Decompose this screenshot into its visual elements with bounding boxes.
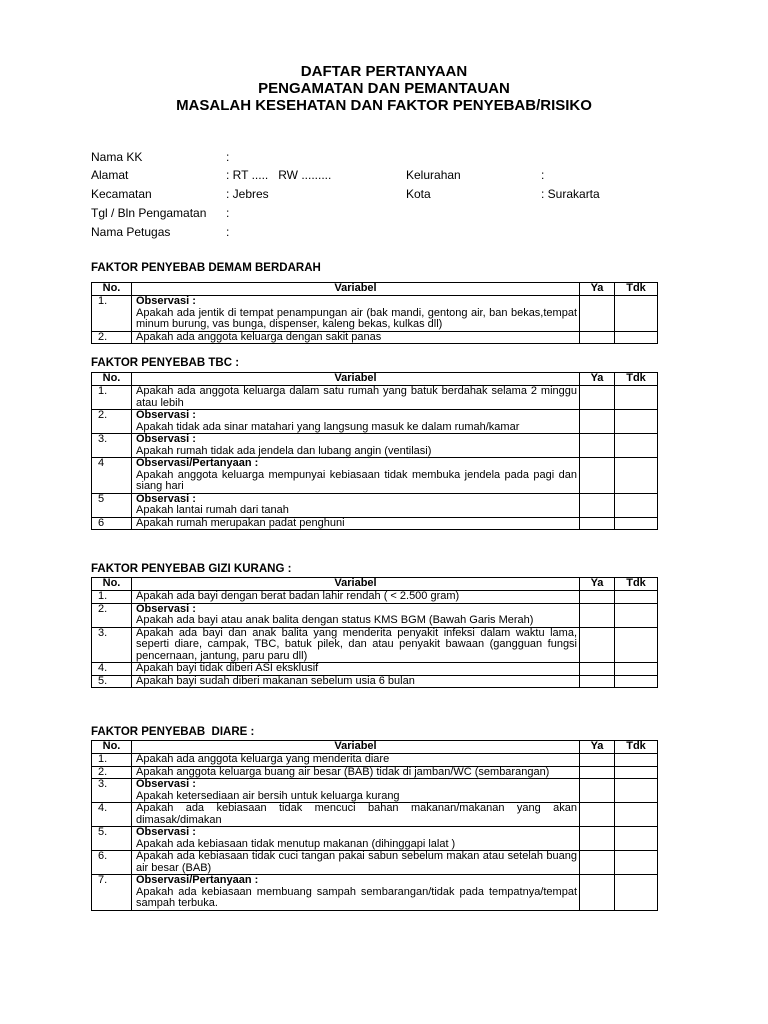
answer-tdk-cell[interactable]: [615, 603, 658, 627]
answer-ya-cell[interactable]: [580, 803, 615, 827]
table-header-row: [92, 373, 658, 386]
answer-ya-cell[interactable]: [580, 434, 615, 458]
row-question-text: Apakah ada kebiasaan membuang sampah sembarangan/tidak pada tempatnya/tempat sampah terbuka.: [136, 885, 577, 909]
row-variabel: [132, 779, 580, 803]
row-observasi-label: Observasi :: [136, 433, 196, 445]
row-question-text: Apakah lantai rumah dari tanah: [136, 504, 289, 516]
doc-title-line1: DAFTAR PERTANYAAN: [300, 63, 468, 80]
row-number: 1.: [92, 296, 132, 332]
row-number: 2.: [92, 766, 132, 779]
row-question-text: Apakah anggota keluarga mempunyai kebiasaan tidak membuka jendela pada pagi dan siang hari: [136, 468, 577, 492]
row-question-text: Apakah tidak ada sinar matahari yang langsung masuk ke dalam rumah/kamar: [136, 420, 520, 433]
row-variabel: [132, 663, 580, 676]
row-question-text: Apakah anggota keluarga buang air besar (BAB) tidak di jamban/WC (sembarangan): [136, 765, 550, 778]
header-variabel: Variabel: [132, 578, 580, 591]
row-variabel: [132, 827, 580, 851]
answer-ya-cell[interactable]: [580, 627, 615, 663]
header-tdk: Tdk: [615, 373, 658, 386]
row-variabel: [132, 386, 580, 410]
nama-kk-label: Nama KK: [91, 150, 143, 164]
answer-ya-cell[interactable]: [580, 603, 615, 627]
answer-tdk-cell[interactable]: [615, 675, 658, 688]
answer-ya-cell[interactable]: [580, 296, 615, 332]
answer-ya-cell[interactable]: [580, 875, 615, 911]
answer-tdk-cell[interactable]: [615, 627, 658, 663]
row-number: 2.: [92, 331, 132, 344]
row-variabel: [132, 754, 580, 767]
row-variabel: [132, 766, 580, 779]
answer-tdk-cell[interactable]: [615, 803, 658, 827]
answer-tdk-cell[interactable]: [615, 434, 658, 458]
table-row: [92, 591, 658, 604]
header-variabel: Variabel: [132, 373, 580, 386]
table-row: [92, 517, 658, 530]
table-row: [92, 827, 658, 851]
table-header-row: [92, 283, 658, 296]
table-row: [92, 803, 658, 827]
answer-ya-cell[interactable]: [580, 766, 615, 779]
header-ya: Ya: [580, 578, 615, 591]
doc-title-line2: PENGAMATAN DAN PEMANTAUAN: [258, 80, 510, 97]
row-observasi-label: Observasi :: [136, 778, 196, 790]
answer-tdk-cell[interactable]: [615, 851, 658, 875]
answer-tdk-cell[interactable]: [615, 493, 658, 517]
row-question-text: Apakah ada kebiasaan tidak mencuci bahan makanan/makanan yang akan dimasak/dimakan: [136, 802, 577, 826]
row-variabel: [132, 851, 580, 875]
table-diare: [91, 740, 658, 911]
answer-ya-cell[interactable]: [580, 663, 615, 676]
table-row: [92, 458, 658, 494]
table-row: [92, 296, 658, 332]
answer-ya-cell[interactable]: [580, 779, 615, 803]
row-question-text: Apakah ketersediaan air bersih untuk keluarga kurang: [136, 789, 400, 802]
table-row: [92, 603, 658, 627]
row-variabel: [132, 458, 580, 494]
table-row: [92, 663, 658, 676]
row-observasi-label: Observasi :: [136, 409, 196, 421]
table-row: [92, 754, 658, 767]
table-demam-berdarah: [91, 282, 658, 344]
answer-ya-cell[interactable]: [580, 754, 615, 767]
kota-label: Kota: [406, 187, 431, 201]
row-variabel: [132, 493, 580, 517]
answer-tdk-cell[interactable]: [615, 827, 658, 851]
row-variabel: [132, 803, 580, 827]
nama-kk-value[interactable]: :: [226, 150, 230, 164]
tgl-value[interactable]: :: [226, 206, 230, 220]
row-number: 5.: [92, 827, 132, 851]
header-no: No.: [92, 373, 132, 386]
answer-ya-cell[interactable]: [580, 458, 615, 494]
section-title-tbc: FAKTOR PENYEBAB TBC :: [91, 357, 240, 369]
row-variabel: [132, 296, 580, 332]
row-variabel: [132, 675, 580, 688]
section-title-dbd: FAKTOR PENYEBAB DEMAM BERDARAH: [91, 262, 321, 274]
answer-tdk-cell[interactable]: [615, 410, 658, 434]
row-question-text: Apakah ada anggota keluarga dalam satu rumah yang batuk berdahak selama 2 minggu atau lebih: [136, 385, 577, 409]
row-observasi-label: Observasi :: [136, 295, 196, 307]
row-variabel: [132, 603, 580, 627]
answer-ya-cell[interactable]: [580, 331, 615, 344]
row-question-text: Apakah rumah tidak ada jendela dan lubang angin (ventilasi): [136, 444, 432, 457]
row-question-text: Apakah rumah merupakan padat penghuni: [136, 516, 345, 529]
row-variabel: [132, 591, 580, 604]
row-observasi-label: Observasi/Pertanyaan :: [136, 457, 259, 469]
row-observasi-label: Observasi/Pertanyaan :: [136, 874, 259, 886]
table-row: [92, 627, 658, 663]
answer-tdk-cell[interactable]: [615, 458, 658, 494]
table-gizi-kurang: [91, 577, 658, 688]
row-question-text: Apakah ada bayi atau anak balita dengan status KMS BGM (Bawah Garis Merah): [136, 614, 534, 626]
tgl-label: Tgl / Bln Pengamatan: [91, 206, 207, 220]
alamat-value[interactable]: : RT ..... RW .........: [226, 168, 332, 182]
answer-ya-cell[interactable]: [580, 827, 615, 851]
header-no: No.: [92, 283, 132, 296]
header-tdk: Tdk: [615, 741, 658, 754]
answer-tdk-cell[interactable]: [615, 875, 658, 911]
row-question-text: Apakah ada bayi dan anak balita yang menderita penyakit infeksi dalam waktu lama, seperti diare, campak, TBC, batuk pilek, dan atau penyakit bawaan (gangguan fungsi pencernaan, jantung, paru paru dll): [136, 626, 577, 662]
kelurahan-label: Kelurahan: [406, 168, 461, 182]
row-number: 3.: [92, 434, 132, 458]
answer-ya-cell[interactable]: [580, 410, 615, 434]
answer-tdk-cell[interactable]: [615, 663, 658, 676]
row-number: 6.: [92, 851, 132, 875]
row-number: 4: [92, 458, 132, 494]
row-variabel: [132, 331, 580, 344]
row-number: 5: [92, 493, 132, 517]
kelurahan-value[interactable]: :: [541, 168, 545, 182]
petugas-value[interactable]: :: [226, 225, 230, 239]
table-row: [92, 675, 658, 688]
row-number: 1.: [92, 386, 132, 410]
header-tdk: Tdk: [615, 283, 658, 296]
section-title-gizi: FAKTOR PENYEBAB GIZI KURANG :: [91, 563, 292, 575]
alamat-label: Alamat: [91, 168, 129, 182]
answer-ya-cell[interactable]: [580, 493, 615, 517]
answer-tdk-cell[interactable]: [615, 331, 658, 344]
row-number: 6: [92, 517, 132, 530]
answer-ya-cell[interactable]: [580, 386, 615, 410]
header-ya: Ya: [580, 373, 615, 386]
row-number: 7.: [92, 875, 132, 911]
header-variabel: Variabel: [132, 741, 580, 754]
row-variabel: [132, 875, 580, 911]
table-tbc: [91, 372, 658, 530]
row-number: 3.: [92, 627, 132, 663]
answer-tdk-cell[interactable]: [615, 517, 658, 530]
row-question-text: Apakah bayi sudah diberi makanan sebelum usia 6 bulan: [136, 674, 415, 687]
answer-tdk-cell[interactable]: [615, 779, 658, 803]
row-number: 4.: [92, 663, 132, 676]
kecamatan-label: Kecamatan: [91, 187, 152, 201]
row-question-text: Apakah ada kebiasaan tidak cuci tangan pakai sabun sebelum makan atau setelah buang air besar (BAB): [136, 850, 577, 874]
row-number: 2.: [92, 603, 132, 627]
row-question-text: Apakah ada bayi dengan berat badan lahir rendah ( < 2.500 gram): [136, 590, 460, 602]
table-row: [92, 331, 658, 344]
kota-value[interactable]: : Surakarta: [541, 187, 600, 201]
row-variabel: [132, 517, 580, 530]
row-observasi-label: Observasi :: [136, 602, 196, 615]
row-question-text: Apakah ada kebiasaan tidak menutup makanan (dihinggapi lalat ): [136, 837, 456, 850]
row-question-text: Apakah bayi tidak diberi ASI eksklusif: [136, 662, 319, 674]
answer-tdk-cell[interactable]: [615, 754, 658, 767]
answer-ya-cell[interactable]: [580, 591, 615, 604]
table-row: [92, 386, 658, 410]
row-variabel: [132, 627, 580, 663]
table-row: [92, 875, 658, 911]
answer-tdk-cell[interactable]: [615, 591, 658, 604]
row-observasi-label: Observasi :: [136, 492, 196, 505]
answer-ya-cell[interactable]: [580, 675, 615, 688]
section-title-diare: FAKTOR PENYEBAB DIARE :: [91, 726, 255, 738]
table-row: [92, 493, 658, 517]
answer-ya-cell[interactable]: [580, 517, 615, 530]
table-row: [92, 766, 658, 779]
doc-title-line3: MASALAH KESEHATAN DAN FAKTOR PENYEBAB/RISIKO: [176, 97, 592, 114]
row-number: 4.: [92, 803, 132, 827]
row-observasi-label: Observasi :: [136, 826, 196, 838]
row-number: 1.: [92, 754, 132, 767]
table-row: [92, 410, 658, 434]
table-row: [92, 434, 658, 458]
row-variabel: [132, 434, 580, 458]
row-number: 5.: [92, 675, 132, 688]
row-number: 2.: [92, 410, 132, 434]
header-variabel: Variabel: [132, 283, 580, 296]
row-question-text: Apakah ada anggota keluarga dengan sakit panas: [136, 330, 382, 343]
row-variabel: [132, 410, 580, 434]
header-no: No.: [92, 578, 132, 591]
header-ya: Ya: [580, 741, 615, 754]
answer-tdk-cell[interactable]: [615, 386, 658, 410]
header-tdk: Tdk: [615, 578, 658, 591]
table-header-row: [92, 741, 658, 754]
header-no: No.: [92, 741, 132, 754]
answer-tdk-cell[interactable]: [615, 766, 658, 779]
table-row: [92, 779, 658, 803]
row-number: 3.: [92, 779, 132, 803]
header-ya: Ya: [580, 283, 615, 296]
table-row: [92, 851, 658, 875]
kecamatan-value[interactable]: : Jebres: [226, 187, 269, 201]
answer-ya-cell[interactable]: [580, 851, 615, 875]
answer-tdk-cell[interactable]: [615, 296, 658, 332]
row-question-text: Apakah ada jentik di tempat penampungan air (bak mandi, gentong air, ban bekas,tempat minum burung, vas bunga, dispenser, kaleng bekas, kulkas dll): [136, 306, 577, 330]
table-header-row: [92, 578, 658, 591]
petugas-label: Nama Petugas: [91, 225, 171, 239]
row-number: 1.: [92, 591, 132, 604]
row-question-text: Apakah ada anggota keluarga yang menderita diare: [136, 753, 390, 765]
